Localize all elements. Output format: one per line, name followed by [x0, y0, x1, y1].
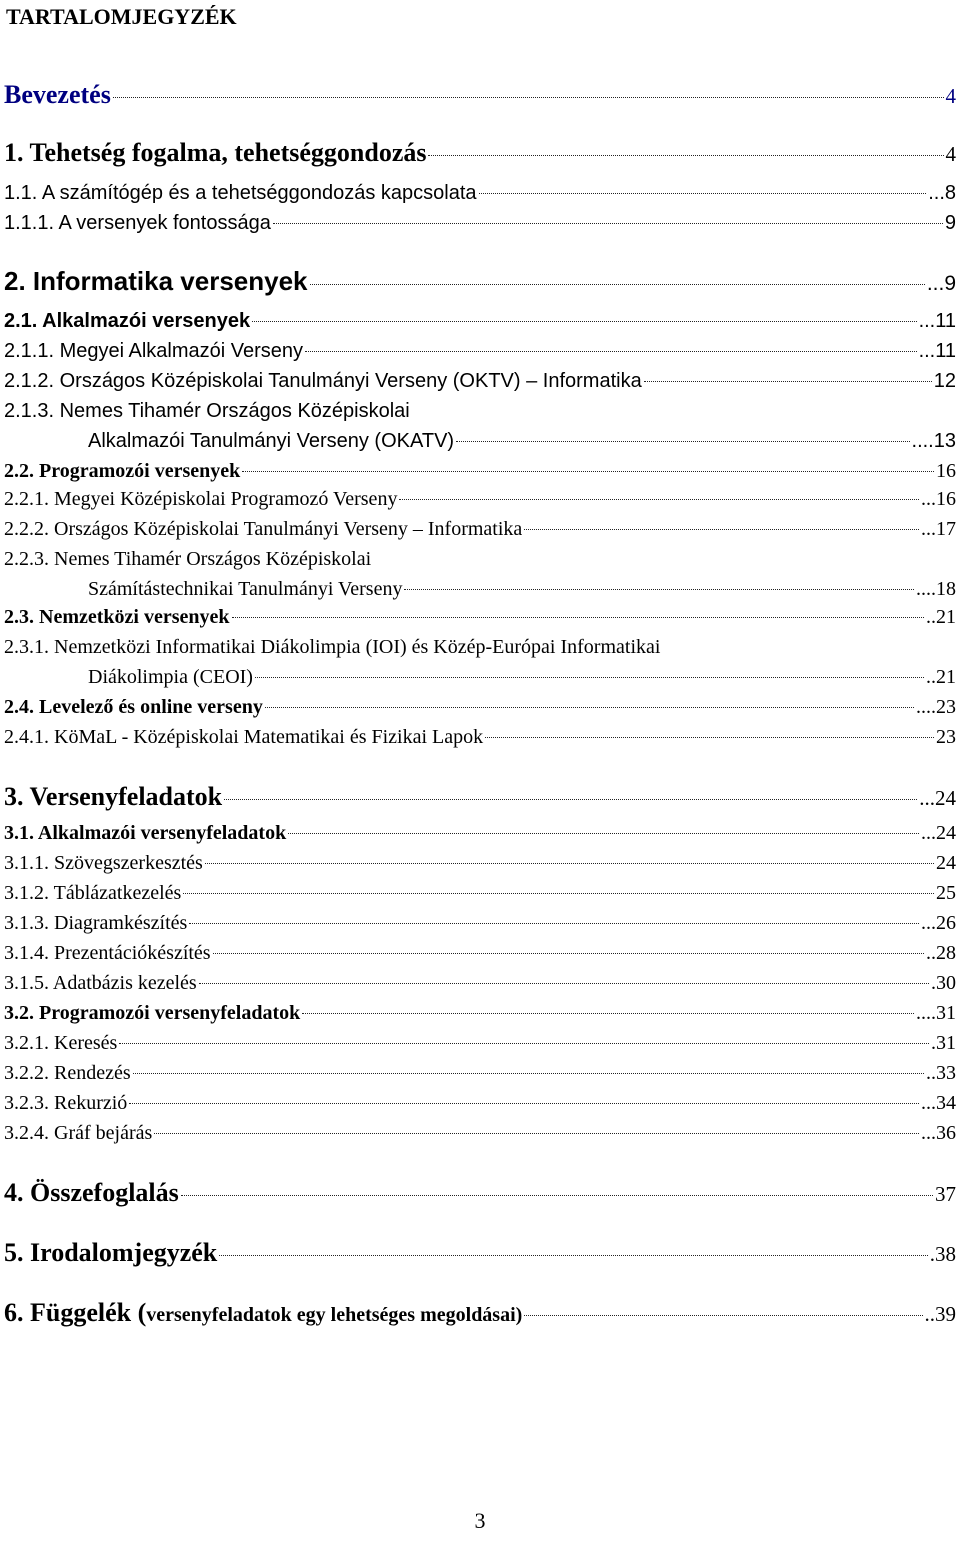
toc-entry[interactable]	[4, 266, 956, 297]
toc-entry-page: ...24	[921, 822, 956, 844]
toc-entry[interactable]	[4, 400, 956, 423]
leader-dots	[189, 923, 919, 924]
toc-entry-page: 23	[936, 726, 956, 748]
leader-dots	[183, 893, 934, 894]
leader-dots	[129, 1103, 919, 1104]
toc-entry-label: 3.1.2. Táblázatkezelés	[4, 882, 182, 904]
toc-entry[interactable]	[4, 1092, 956, 1115]
toc-entry[interactable]	[4, 782, 956, 812]
toc-entry-page: ....13	[911, 430, 956, 452]
leader-dots	[524, 1315, 922, 1316]
leader-dots	[219, 1255, 927, 1256]
leader-dots	[252, 321, 916, 322]
toc-entry-label: 3.1.3. Diagramkészítés	[4, 912, 188, 934]
leader-dots	[302, 1013, 914, 1014]
toc-entry-label: 2.4.1. KöMaL - Középiskolai Matematikai és Fizikai Lapok	[4, 726, 484, 748]
toc-entry[interactable]	[4, 212, 956, 235]
leader-dots	[113, 97, 944, 98]
leader-dots	[224, 799, 917, 800]
toc-entry-label: Számítástechnikai Tanulmányi Verseny	[88, 578, 403, 600]
toc-entry[interactable]	[4, 340, 956, 363]
toc-entry-label: 2.2. Programozói versenyek	[4, 460, 241, 482]
leader-dots	[181, 1195, 933, 1196]
toc-entry-page: ...9	[926, 272, 956, 295]
toc-entry-page: ....31	[916, 1002, 956, 1024]
toc-entry-label: 2. Informatika versenyek	[4, 266, 308, 296]
toc-entry[interactable]	[4, 636, 956, 659]
toc-entry[interactable]	[4, 1062, 956, 1085]
leader-dots	[154, 1133, 919, 1134]
toc-entry[interactable]	[4, 1238, 956, 1268]
toc-entry-page: ..28	[926, 942, 956, 964]
toc-entry[interactable]	[4, 518, 956, 541]
leader-dots	[199, 983, 929, 984]
toc-entry[interactable]	[4, 488, 956, 511]
toc-entry[interactable]	[4, 80, 956, 110]
toc-entry[interactable]	[4, 1178, 956, 1208]
toc-entry-page: .38	[929, 1242, 956, 1266]
toc-entry[interactable]	[4, 370, 956, 393]
leader-dots	[404, 589, 914, 590]
page-number: 3	[474, 1508, 486, 1533]
toc-entry-label: 2.1.3. Nemes Tihamér Országos Középiskolai	[4, 400, 410, 422]
leader-dots	[524, 529, 919, 530]
toc-entry-page: .30	[931, 972, 956, 994]
toc-entry-page: ...26	[921, 912, 956, 934]
leader-dots	[255, 677, 924, 678]
leader-dots	[399, 499, 919, 500]
toc-entry-page: 24	[936, 852, 956, 874]
leader-dots	[485, 737, 934, 738]
toc-entry-label: 2.1.1. Megyei Alkalmazói Verseny	[4, 340, 304, 362]
toc-entry-page: 4	[945, 142, 956, 166]
toc-entry-label: 2.3.1. Nemzetközi Informatikai Diákolimpia (IOI) és Közép-Európai Informatikai	[4, 636, 661, 658]
toc-entry-label: Alkalmazói Tanulmányi Verseny (OKATV)	[88, 430, 455, 452]
toc-entry-page: 9	[944, 212, 956, 234]
toc-entry[interactable]	[4, 726, 956, 749]
toc-entry[interactable]	[4, 548, 956, 571]
toc-entry-page: 16	[936, 460, 956, 482]
toc-entry-label: 2.4. Levelező és online verseny	[4, 696, 263, 718]
toc-entry[interactable]	[4, 852, 956, 875]
toc-entry-label: Diákolimpia (CEOI)	[88, 666, 253, 688]
toc-entry-label: 3.1. Alkalmazói versenyfeladatok	[4, 822, 287, 844]
toc-entry-page: ...16	[921, 488, 956, 510]
toc-entry[interactable]	[4, 1002, 956, 1025]
toc-entry-label: 3.2.2. Rendezés	[4, 1062, 131, 1084]
toc-entry-continuation[interactable]	[88, 578, 956, 601]
toc-entry-label: 2.2.3. Nemes Tihamér Országos Középiskolai	[4, 548, 372, 570]
leader-dots	[205, 863, 934, 864]
toc-entry-label-tail: versenyfeladatok egy lehetséges megoldásai)	[146, 1304, 523, 1326]
toc-entry-label: 3.2.1. Keresés	[4, 1032, 118, 1054]
toc-entry-page: ...36	[921, 1122, 956, 1144]
toc-entry-label: 2.1. Alkalmazói versenyek	[4, 310, 251, 332]
leader-dots	[265, 707, 914, 708]
toc-entry-label: Bevezetés	[4, 80, 111, 109]
toc-entry-page: ..21	[926, 606, 956, 628]
toc-entry[interactable]	[4, 182, 956, 205]
toc-entry-page: ...34	[921, 1092, 956, 1114]
toc-entry-label-head: 6. Függelék (	[4, 1298, 147, 1327]
toc-entry-page: 25	[936, 882, 956, 904]
toc-entry-label: 5. Irodalomjegyzék	[4, 1238, 218, 1267]
toc-entry[interactable]	[4, 972, 956, 995]
toc-entry[interactable]	[4, 822, 956, 845]
toc-entry-continuation[interactable]	[88, 666, 956, 689]
toc-entry-page: ...11	[918, 310, 956, 332]
toc-entry-label: 2.2.1. Megyei Középiskolai Programozó Verseny	[4, 488, 398, 510]
toc-entry-page: ...17	[921, 518, 956, 540]
toc-entry-label	[4, 1298, 522, 1328]
leader-dots	[456, 441, 909, 442]
toc-entry-label: 3.2.4. Gráf bejárás	[4, 1122, 153, 1144]
toc-entry-page: 12	[933, 370, 956, 392]
toc-entry[interactable]	[4, 882, 956, 905]
toc-entry-label: 3.1.1. Szövegszerkesztés	[4, 852, 203, 874]
toc-entry-page: .31	[931, 1032, 956, 1054]
toc-entry[interactable]	[4, 1032, 956, 1055]
toc-entry-page: ...8	[928, 182, 956, 204]
leader-dots	[133, 1073, 924, 1074]
leader-dots	[273, 223, 943, 224]
toc-entry[interactable]	[4, 912, 956, 935]
toc-entry-label: 1. Tehetség fogalma, tehetséggondozás	[4, 138, 427, 167]
leader-dots	[213, 953, 924, 954]
toc-entry[interactable]	[4, 138, 956, 168]
leader-dots	[310, 284, 925, 285]
toc-entry[interactable]	[4, 460, 956, 483]
toc-entry-label: 4. Összefoglalás	[4, 1178, 179, 1207]
toc-entry-continuation[interactable]	[88, 430, 956, 453]
leader-dots	[428, 155, 943, 156]
toc-entry-page: ....18	[916, 578, 956, 600]
toc-entry-page: ..39	[924, 1302, 956, 1326]
toc-entry-page: ..21	[926, 666, 956, 688]
toc-entry-label: 3. Versenyfeladatok	[4, 782, 223, 811]
toc-entry-page: ...24	[919, 786, 956, 810]
toc-entry-page: 37	[935, 1182, 956, 1206]
toc-entry[interactable]	[4, 1122, 956, 1145]
leader-dots	[119, 1043, 929, 1044]
toc-entry-label: 3.1.4. Prezentációkészítés	[4, 942, 211, 964]
toc-entry[interactable]	[4, 606, 956, 629]
leader-dots	[232, 617, 925, 618]
toc-entry[interactable]	[4, 1298, 956, 1328]
toc-entry[interactable]	[4, 310, 956, 333]
toc-entry-label: 1.1.1. A versenyek fontossága	[4, 212, 271, 234]
toc-entry-page: ...11	[918, 340, 956, 362]
toc-entry-label: 2.1.2. Országos Középiskolai Tanulmányi Verseny (OKTV) – Informatika	[4, 370, 642, 392]
toc-entry[interactable]	[4, 942, 956, 965]
toc-entry[interactable]	[4, 696, 956, 719]
leader-dots	[479, 193, 927, 194]
toc-entry-page: ..33	[926, 1062, 956, 1084]
leader-dots	[242, 471, 934, 472]
toc-entry-page: 4	[945, 84, 956, 108]
toc-entry-page: ....23	[916, 696, 956, 718]
toc-entry-label: 3.1.5. Adatbázis kezelés	[4, 972, 197, 994]
leader-dots	[644, 381, 932, 382]
toc-entry-label: 1.1. A számítógép és a tehetséggondozás kapcsolata	[4, 182, 477, 204]
leader-dots	[288, 833, 919, 834]
leader-dots	[305, 351, 917, 352]
toc-title: TARTALOMJEGYZÉK	[6, 4, 237, 29]
toc-entry-label: 3.2. Programozói versenyfeladatok	[4, 1002, 301, 1024]
toc-entry-label: 2.3. Nemzetközi versenyek	[4, 606, 230, 628]
toc-entry-label: 3.2.3. Rekurzió	[4, 1092, 128, 1114]
toc-entry-label: 2.2.2. Országos Középiskolai Tanulmányi Verseny – Informatika	[4, 518, 523, 540]
